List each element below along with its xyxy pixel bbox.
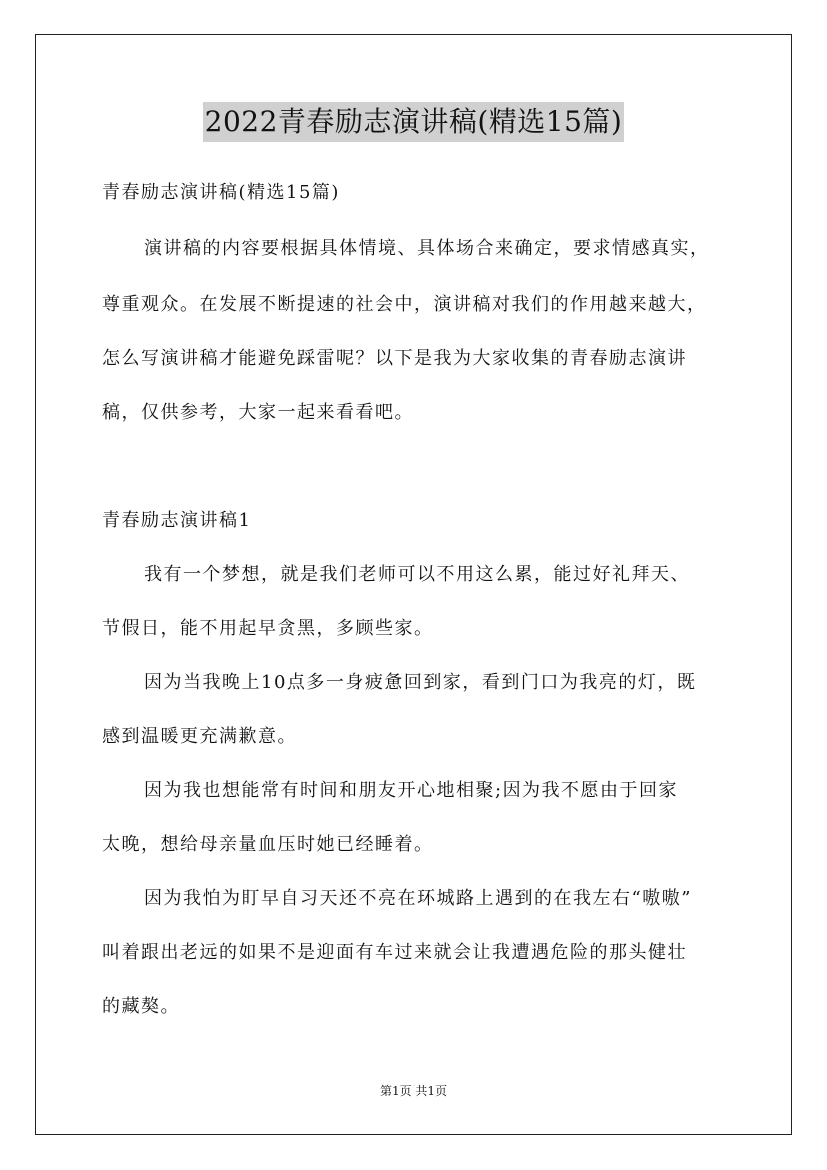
intro-line-1: 演讲稿的内容要根据具体情境、具体场合来确定，要求情感真实， [144,238,710,259]
intro-line-3: 怎么写演讲稿才能避免踩雷呢？以下是我为大家收集的青春励志演讲 [102,348,687,369]
page-footer: 第1页 共1页 [379,1084,448,1098]
body-line-1: 我有一个梦想，就是我们老师可以不用这么累，能过好礼拜天、 [144,564,690,585]
body-line-9: 的藏獒。 [102,996,180,1017]
body-line-7: 因为我怕为盯早自习天还不亮在环城路上遇到的在我左右“嗷嗷” [144,888,692,909]
document-title: 2022青春励志演讲稿(精选15篇) [203,102,625,142]
section-heading: 青春励志演讲稿1 [102,510,252,531]
document-subtitle: 青春励志演讲稿(精选15篇) [102,182,340,203]
intro-line-2: 尊重观众。在发展不断提速的社会中，演讲稿对我们的作用越来越大， [102,294,707,315]
body-line-3: 因为当我晚上10点多一身疲惫回到家，看到门口为我亮的灯，既 [144,672,697,693]
body-line-6: 太晚，想给母亲量血压时她已经睡着。 [102,834,434,855]
body-line-4: 感到温暖更充满歉意。 [102,726,297,747]
body-line-8: 叫着跟出老远的如果不是迎面有车过来就会让我遭遇危险的那头健壮 [102,942,687,963]
body-line-2: 节假日，能不用起早贪黑，多顾些家。 [102,618,434,639]
body-line-5: 因为我也想能常有时间和朋友开心地相聚;因为我不愿由于回家 [144,780,679,801]
document-title-wrapper [0,102,827,142]
intro-line-4: 稿，仅供参考，大家一起来看看吧。 [102,402,414,423]
